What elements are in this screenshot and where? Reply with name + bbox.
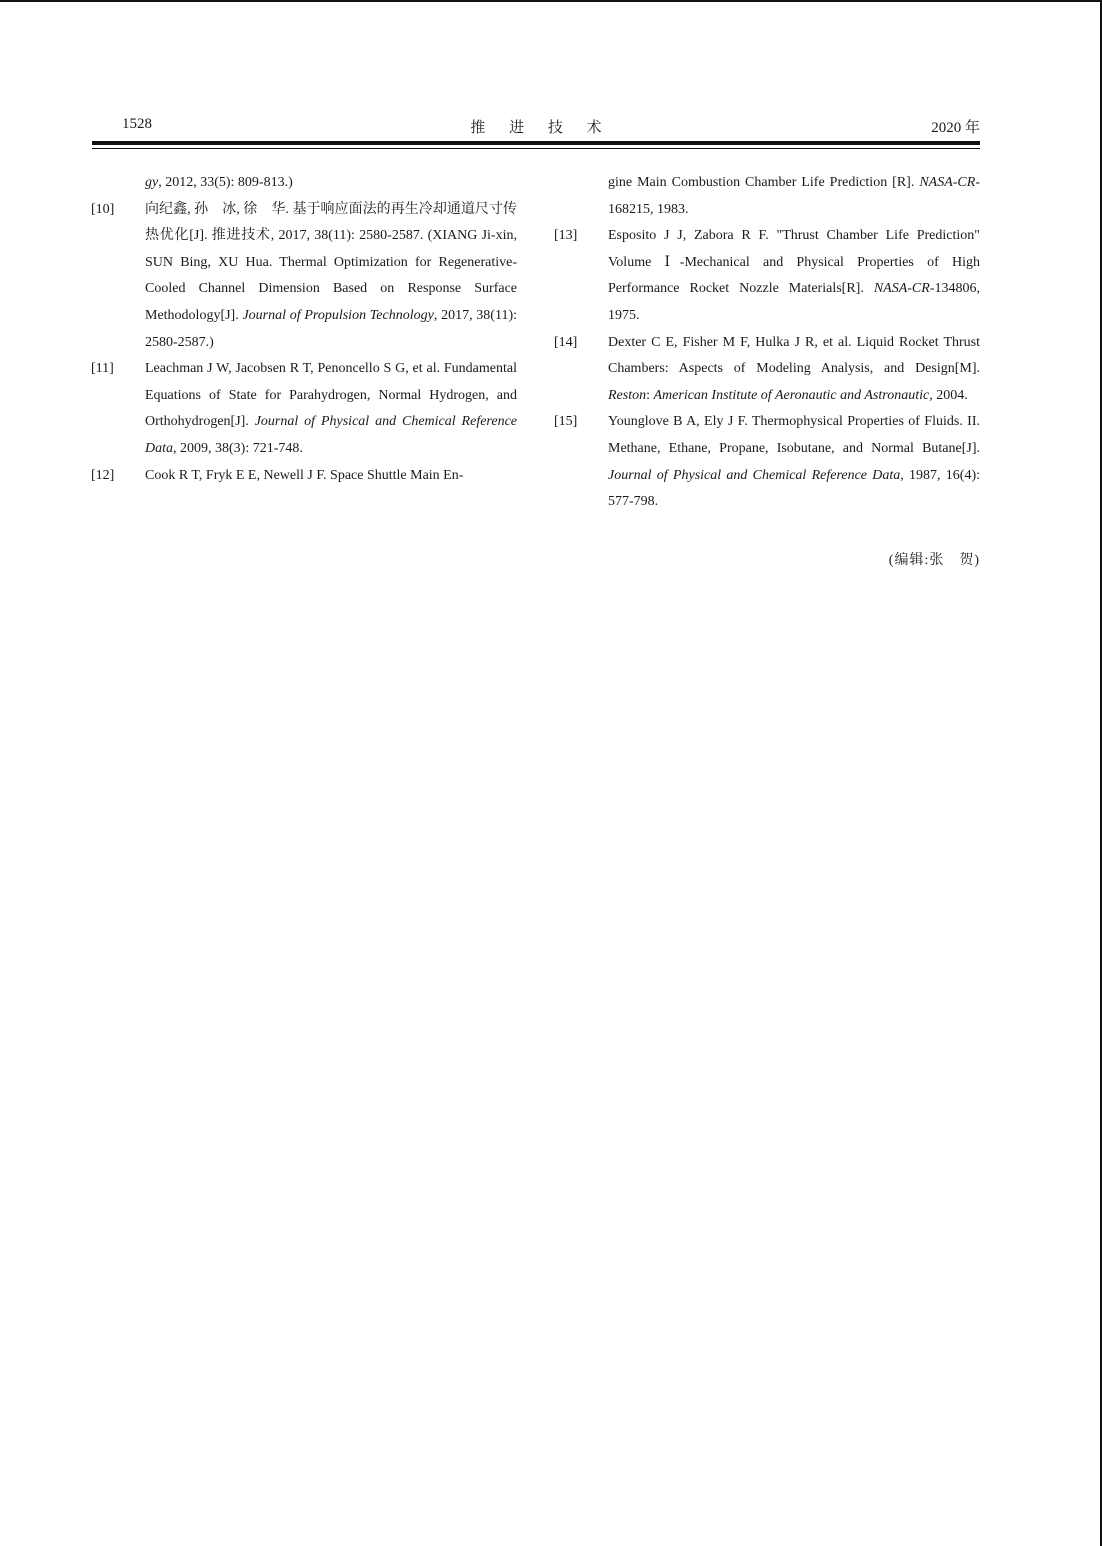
reference-italic-text: NASA-CR xyxy=(873,281,930,297)
reference-italic-text: gy xyxy=(145,175,159,190)
reference-italic-text: Reston xyxy=(608,387,647,403)
header-rule-thin xyxy=(92,148,980,149)
header-year: 2020 年 xyxy=(931,120,980,136)
reference-italic-text: Journal of Propulsion Technology xyxy=(242,307,434,323)
reference-italic-text: Journal of Physical and Chemical Reference Data xyxy=(608,467,901,483)
reference-text: Cook R T, Fryk E E, Newell J F. Space Shuttle Main En- xyxy=(145,467,464,483)
reference-entry xyxy=(554,223,980,329)
reference-entry xyxy=(554,330,980,410)
reference-text: Leachman J W, Jacobsen R T, Penoncello S G, et al. Fundamental Equations of State for Parahydrogen, Normal Hydrogen, and Orthohydrogen[J]. xyxy=(145,361,517,430)
header-rule-thick xyxy=(92,141,980,145)
reference-text: -134806, 1975. xyxy=(608,281,980,323)
reference-number: [14] xyxy=(554,334,578,350)
reference-text: Esposito J J, Zabora R F. "Thrust Chamber Life Prediction" Volume Ⅰ-Mechanical and Physical Properties of High Performance Rocket Nozzle Materials[R]. xyxy=(608,228,980,297)
journal-name: 推 进 技 术 xyxy=(470,120,612,136)
reference-number: [10] xyxy=(91,201,115,217)
reference-text: : xyxy=(646,387,654,403)
reference-text: , 1987, 16(4): 577-798. xyxy=(608,467,981,510)
reference-entry xyxy=(91,463,517,490)
reference-text: 向纪鑫, 孙 冰, 徐 华. 基于响应面法的再生冷却通道尺寸传热优化[J]. 推进技术, 2017, 38(11): 2580-2587. (XIANG Ji-xin, SUN Bing, XU Hua. Thermal Optimization for Regenerative-Cooled Channel Dimension Based on Response Surface Methodology[J]. xyxy=(145,201,517,323)
reference-entry xyxy=(91,356,517,462)
reference-italic-text: American Institute of Aeronautic and Astronautic xyxy=(653,387,930,403)
reference-italic-text: NASA-CR xyxy=(919,175,976,190)
reference-italic-text: Journal of Physical and Chemical Reference Data xyxy=(145,414,517,456)
reference-number: [13] xyxy=(554,228,578,244)
reference-number: [15] xyxy=(554,414,578,430)
reference-text: -168215, 1983. xyxy=(608,175,980,217)
reference-number: [11] xyxy=(91,361,114,377)
reference-text: , 2012, 33(5): 809-813.) xyxy=(158,175,293,190)
reference-column-right xyxy=(554,170,981,516)
reference-text: gine Main Combustion Chamber Life Prediction [R]. xyxy=(608,175,920,190)
reference-text: Younglove B A, Ely J F. Thermophysical Properties of Fluids. II. Methane, Ethane, Propane, Isobutane, and Normal Butane[J]. xyxy=(608,414,980,456)
reference-entry xyxy=(554,409,981,515)
page-number: 1528 xyxy=(122,116,152,132)
reference-text: , 2004. xyxy=(929,387,968,403)
page-top-border xyxy=(0,0,1102,2)
reference-column-left xyxy=(91,170,518,489)
reference-text: , 2017, 38(11): 2580-2587.) xyxy=(145,307,518,350)
reference-text: , 2009, 38(3): 721-748. xyxy=(173,440,303,456)
reference-number: [12] xyxy=(91,467,115,483)
reference-text: Dexter C E, Fisher M F, Hulka J R, et al. Liquid Rocket Thrust Chambers: Aspects of Modeling Analysis, and Design[M]. xyxy=(608,334,980,377)
running-header xyxy=(92,116,980,140)
reference-continuation xyxy=(608,170,980,223)
reference-entry xyxy=(91,197,518,357)
editor-note: (编辑:张 贺) xyxy=(888,553,980,568)
reference-continuation xyxy=(145,170,517,197)
